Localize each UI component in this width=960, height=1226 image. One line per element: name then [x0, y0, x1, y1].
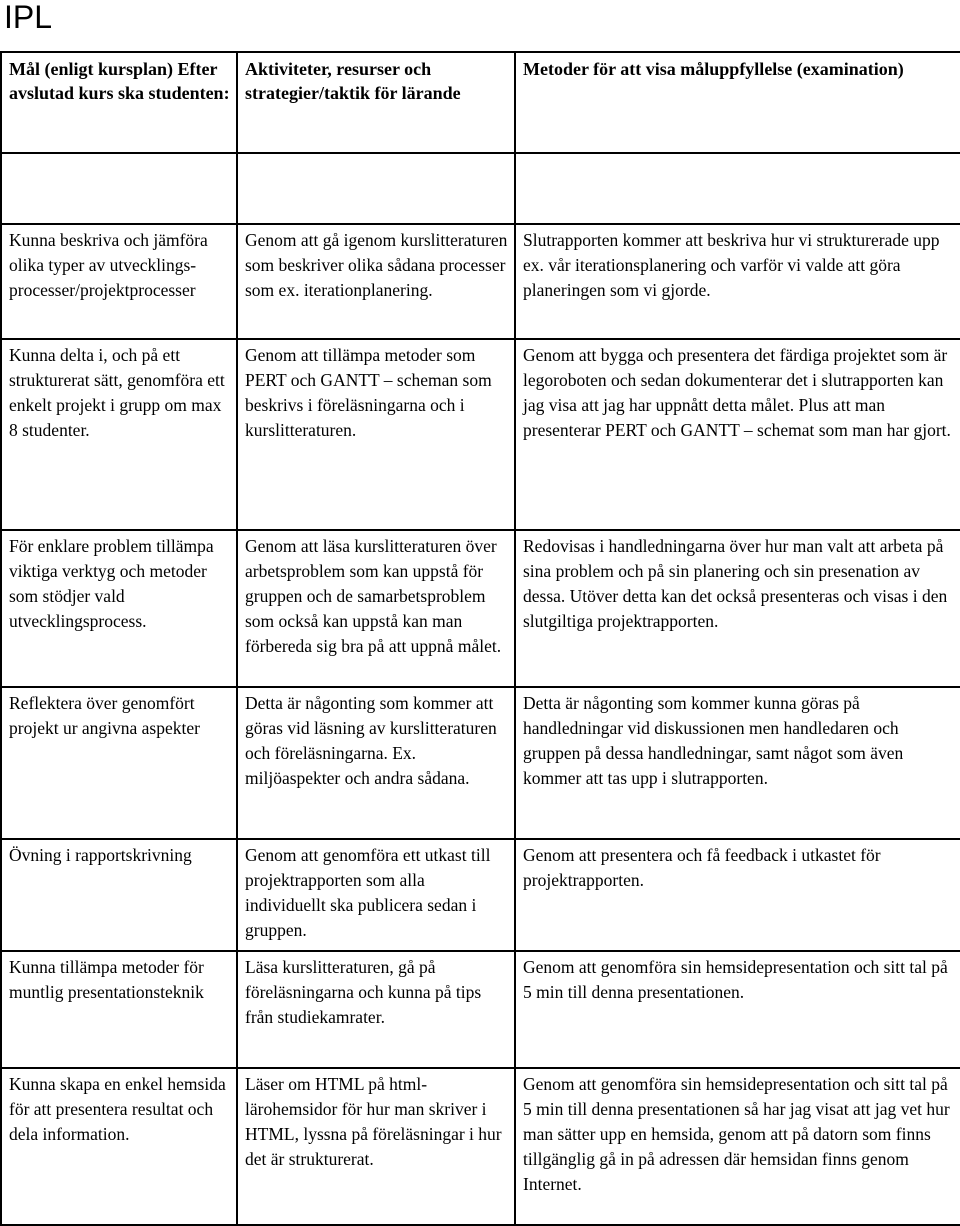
table-row — [1, 530, 960, 687]
goal-cell: Kunna beskriva och jämföra olika typer av utvecklings-processer/projektprocesser — [1, 224, 237, 339]
table-row — [1, 687, 960, 839]
method-cell: Detta är någonting som kommer kunna göras på handledningar vid diskussionen men handledaren och gruppen på dessa handledningar, samt något som även kommer att tas upp i slutrapporten. — [515, 687, 960, 839]
activity-cell: Genom att läsa kurslitteraturen över arbetsproblem som kan uppstå för gruppen och de samarbetsproblem som också kan uppstå kan man förbereda sig bra på att uppnå målet. — [237, 530, 515, 687]
header-activities: Aktiviteter, resurser och strategier/taktik för lärande — [237, 52, 515, 153]
document-title: IPL — [4, 0, 53, 35]
goal-cell: Kunna delta i, och på ett strukturerat sätt, genomföra ett enkelt projekt i grupp om max 8 studenter. — [1, 339, 237, 530]
activity-cell: Detta är någonting som kommer att göras vid läsning av kurslitteraturen och föreläsningarna. Ex. miljöaspekter och andra sådana. — [237, 687, 515, 839]
empty-cell — [1, 153, 237, 224]
goal-cell: Övning i rapportskrivning — [1, 839, 237, 951]
header-methods: Metoder för att visa måluppfyllelse (examination) — [515, 52, 960, 153]
table-row — [1, 1068, 960, 1225]
activity-cell: Läser om HTML på html-lärohemsidor för hur man skriver i HTML, lyssna på föreläsningar i hur det är strukturerat. — [237, 1068, 515, 1225]
activity-cell: Genom att genomföra ett utkast till projektrapporten som alla individuellt ska publicera sedan i gruppen. — [237, 839, 515, 951]
method-cell: Slutrapporten kommer att beskriva hur vi strukturerade upp ex. vår iterationsplanering och varför vi valde att göra planeringen som vi gjorde. — [515, 224, 960, 339]
course-goals-table — [0, 51, 960, 1226]
table-row — [1, 224, 960, 339]
method-cell: Genom att bygga och presentera det färdiga projektet som är legoroboten och sedan dokumenterar det i slutrapporten kan jag visa att jag har uppnått detta målet. Plus att man presenterar PERT och GANTT – schemat som man har gjort. — [515, 339, 960, 530]
activity-cell: Genom att tillämpa metoder som PERT och GANTT – scheman som beskrivs i föreläsningarna och i kurslitteraturen. — [237, 339, 515, 530]
method-cell: Genom att genomföra sin hemsidepresentation och sitt tal på 5 min till denna presentationen. — [515, 951, 960, 1068]
goal-cell: Kunna skapa en enkel hemsida för att presentera resultat och dela information. — [1, 1068, 237, 1225]
empty-cell — [515, 153, 960, 224]
goal-cell: Reflektera över genomfört projekt ur angivna aspekter — [1, 687, 237, 839]
method-cell: Genom att genomföra sin hemsidepresentation och sitt tal på 5 min till denna presentationen så har jag visat att jag vet hur man sätter upp en hemsida, genom att på datorn som finns tillgänglig gå in på adressen där hemsidan finns genom Internet. — [515, 1068, 960, 1225]
goal-cell: För enklare problem tillämpa viktiga verktyg och metoder som stödjer vald utvecklingsprocess. — [1, 530, 237, 687]
header-goals: Mål (enligt kursplan) Efter avslutad kurs ska studenten: — [1, 52, 237, 153]
activity-cell: Genom att gå igenom kurslitteraturen som beskriver olika sådana processer som ex. iterationplanering. — [237, 224, 515, 339]
table-row — [1, 951, 960, 1068]
method-cell: Redovisas i handledningarna över hur man valt att arbeta på sina problem och på sin planering och sin presenation av dessa. Utöver detta kan det också presenteras och visas i den slutgiltiga projektrapporten. — [515, 530, 960, 687]
activity-cell: Läsa kurslitteraturen, gå på föreläsningarna och kunna på tips från studiekamrater. — [237, 951, 515, 1068]
table-row — [1, 339, 960, 530]
table-row — [1, 839, 960, 951]
empty-cell — [237, 153, 515, 224]
empty-row — [1, 153, 960, 224]
goal-cell: Kunna tillämpa metoder för muntlig presentationsteknik — [1, 951, 237, 1068]
method-cell: Genom att presentera och få feedback i utkastet för projektrapporten. — [515, 839, 960, 951]
header-row — [1, 52, 960, 153]
